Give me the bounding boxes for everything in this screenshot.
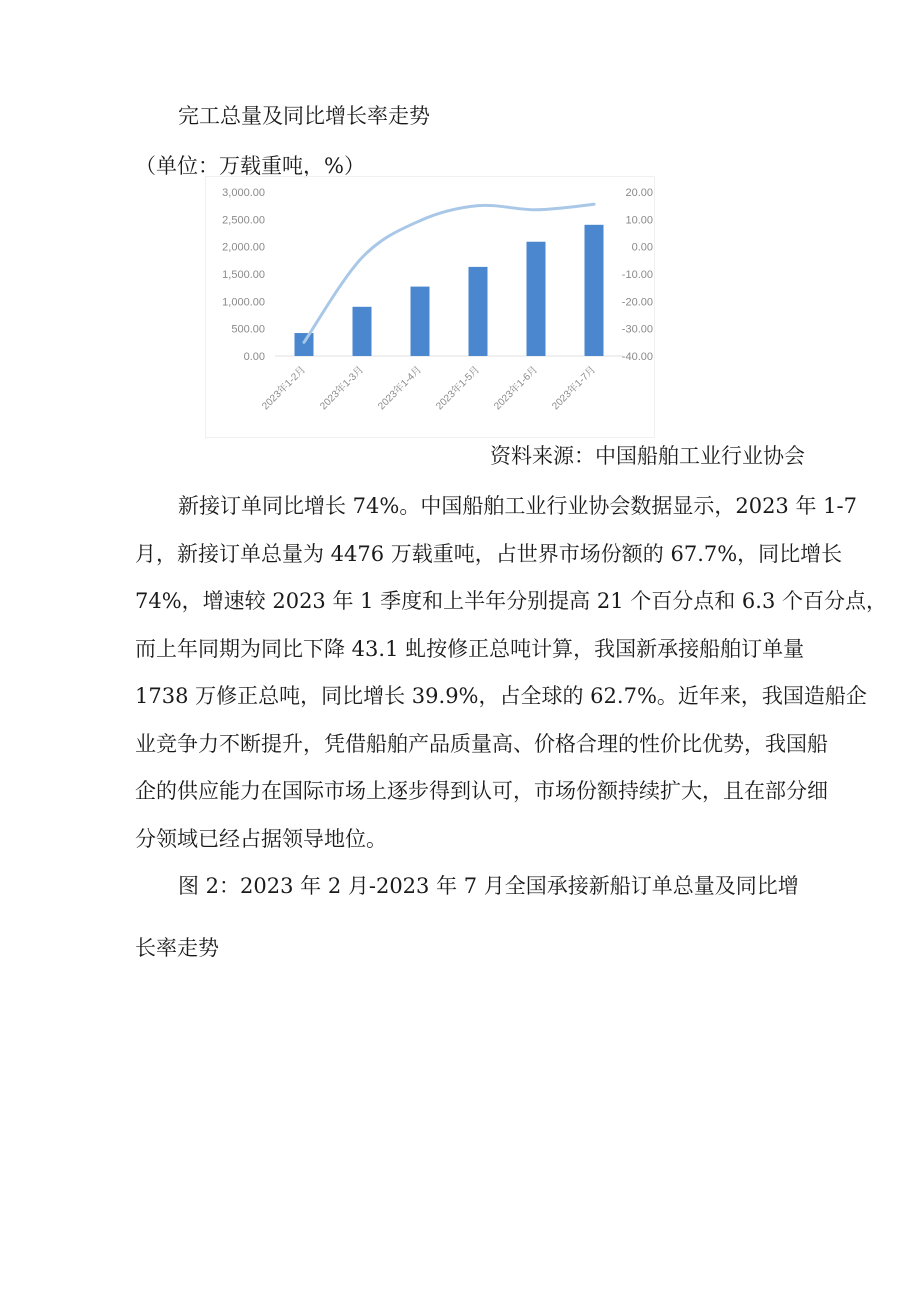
left-axis-tick-label: 1,500.00 xyxy=(222,269,265,281)
category-label: 2023年1-2月 xyxy=(260,364,309,413)
bar xyxy=(527,242,546,356)
category-label: 2023年1-7月 xyxy=(550,364,599,413)
left-axis-tick-label: 3,000.00 xyxy=(222,187,265,199)
right-axis-tick-label: -40.00 xyxy=(621,351,653,363)
right-axis-tick-label: 10.00 xyxy=(625,214,653,227)
figure-caption-line: 图 2：2023 年 2 月-2023 年 7 月全国承接新船订单总量及同比增 xyxy=(178,874,799,898)
paragraph-line: 分领域已经占据领导地位。 xyxy=(135,826,387,851)
right-axis-tick-label: 20.00 xyxy=(625,187,653,199)
source-note: 资料来源：中国船舶工业行业协会 xyxy=(490,444,805,468)
bar xyxy=(295,333,314,356)
right-axis-tick-label: -30.00 xyxy=(621,323,653,336)
right-axis-tick-label: -20.00 xyxy=(621,296,653,309)
completion-chart xyxy=(205,176,655,438)
left-axis-tick-label: 0.00 xyxy=(243,351,265,363)
paragraph-line: 业竞争力不断提升，凭借船舶产品质量高、价格合理的性价比优势，我国船 xyxy=(135,731,828,756)
bar xyxy=(353,307,372,356)
right-axis-tick-label: 0.00 xyxy=(631,241,653,254)
category-label: 2023年1-3月 xyxy=(318,364,367,413)
paragraph-line: 新接订单同比增长 74%。中国船舶工业行业协会数据显示，2023 年 1-7 xyxy=(178,494,857,518)
paragraph-line: 而上年同期为同比下降 43.1 虬按修正总吨计算，我国新承接船舶订单量 xyxy=(135,636,805,661)
left-axis-tick-label: 1,000.00 xyxy=(222,296,265,309)
category-label: 2023年1-6月 xyxy=(492,364,541,413)
right-axis-tick-label: -10.00 xyxy=(621,269,653,281)
bar xyxy=(585,225,604,356)
bar xyxy=(411,287,430,356)
left-axis-tick-label: 500.00 xyxy=(231,323,265,336)
paragraph-line: 74%，增速较 2023 年 1 季度和上半年分别提高 21 个百分点和 6.3 个百分点， xyxy=(135,589,887,613)
bar xyxy=(469,267,488,356)
category-label: 2023年1-4月 xyxy=(376,364,425,413)
paragraph-line: 1738 万修正总吨，同比增长 39.9%，占全球的 62.7%。近年来，我国造船企 xyxy=(135,684,867,708)
left-axis-tick-label: 2,500.00 xyxy=(222,214,265,227)
paragraph-line: 企的供应能力在国际市场上逐步得到认可，市场份额持续扩大，且在部分细 xyxy=(135,779,828,803)
left-axis-tick-label: 2,000.00 xyxy=(222,241,265,254)
category-label: 2023年1-5月 xyxy=(434,364,483,413)
paragraph-line: 月，新接订单总量为 4476 万载重吨，占世界市场份额的 67.7%，同比增长 xyxy=(135,541,843,566)
figure-caption-line: 长率走势 xyxy=(135,936,219,960)
chart-caption: 完工总量及同比增长率走势 xyxy=(178,104,430,128)
unit-note: （单位：万载重吨，%） xyxy=(135,154,365,178)
growth-rate-line xyxy=(304,204,594,342)
